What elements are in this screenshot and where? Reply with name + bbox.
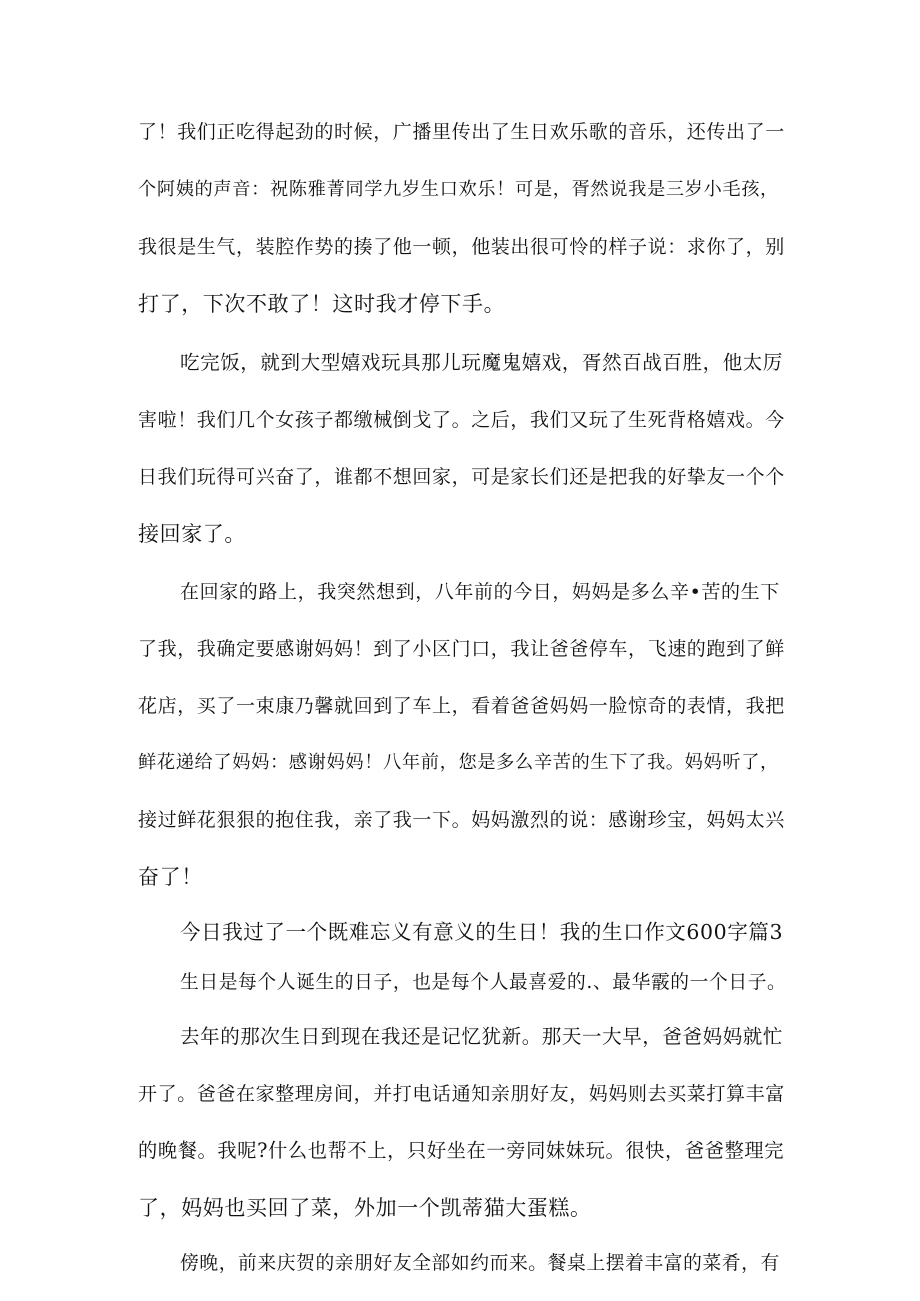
paragraph-line: 个阿姨的声音：祝陈雅菁同学九岁生口欢乐！可是，胥然说我是三岁小毛孩，	[138, 179, 779, 200]
paragraph-line: 了，妈妈也买回了菜，外加一个凯蒂猫大蛋糕。	[138, 1196, 592, 1220]
paragraph-line: 了我，我确定要感谢妈妈！到了小区门口，我让爸爸停车，飞速的跑到了鲜	[138, 638, 785, 660]
paragraph-line: 开了。爸爸在家整理房间，并打电话通知亲朋好友，妈妈则去买菜打算丰富	[138, 1083, 785, 1105]
paragraph-line: 花店，买了一束康乃馨就回到了车上，看着爸爸妈妈一脸惊奇的表情，我把	[138, 695, 785, 717]
paragraph-line: 奋了！	[138, 865, 203, 889]
paragraph-line: 我很是生气，装腔作势的揍了他一顿，他装出很可怜的样子说：求你了，别	[138, 236, 785, 258]
paragraph-line: 生日是每个人诞生的日子，也是每个人最喜爱的.、最华霰的一个日子。	[180, 972, 787, 993]
paragraph-line: 今日我过了一个既难忘义有意义的生日！我的生口作文600字篇3	[180, 920, 784, 944]
paragraph-line: 了！我们正吃得起劲的时候，广播里传出了生日欢乐歌的音乐，还传出了一	[138, 121, 785, 143]
paragraph-line: 打了，下次不敢了！这时我才停下手。	[138, 292, 506, 316]
paragraph-line: 的晚餐。我呢?什么也帮不上，只好坐在一旁同妹妹玩。很快，爸爸整理完	[138, 1139, 785, 1162]
paragraph-line: 日我们玩得可兴奋了，谁都不想回家，可是家长们还是把我的好挚友一个个	[138, 466, 785, 488]
paragraph-line: 去年的那次生日到现在我还是记忆犹新。那天一大早，爸爸妈妈就忙	[180, 1025, 784, 1048]
paragraph-line: 傍晚，前来庆贺的亲朋好友全部如约而来。餐桌上摆着丰富的菜肴，有	[180, 1253, 780, 1274]
paragraph-line: 接回家了。	[138, 522, 246, 546]
paragraph-line: 吃完饭，就到大型嬉戏玩具那儿玩魔鬼嬉戏，胥然百战百胜，他太厉	[180, 351, 784, 374]
paragraph-line: 鲜花递给了妈妈：感谢妈妈！八年前，您是多么辛苦的生下了我。妈妈听了，	[138, 752, 779, 773]
paragraph-line: 害啦！我们几个女孩子都缴械倒戈了。之后，我们又玩了生死背格嬉戏。今	[138, 409, 785, 431]
paragraph-line: 接过鲜花狠狠的抱住我，亲了我一下。妈妈激烈的说：感谢珍宝，妈妈太兴	[138, 809, 785, 831]
paragraph-line: 在回家的路上，我突然想到，八年前的今日，妈妈是多么辛•苦的生下	[180, 581, 780, 603]
